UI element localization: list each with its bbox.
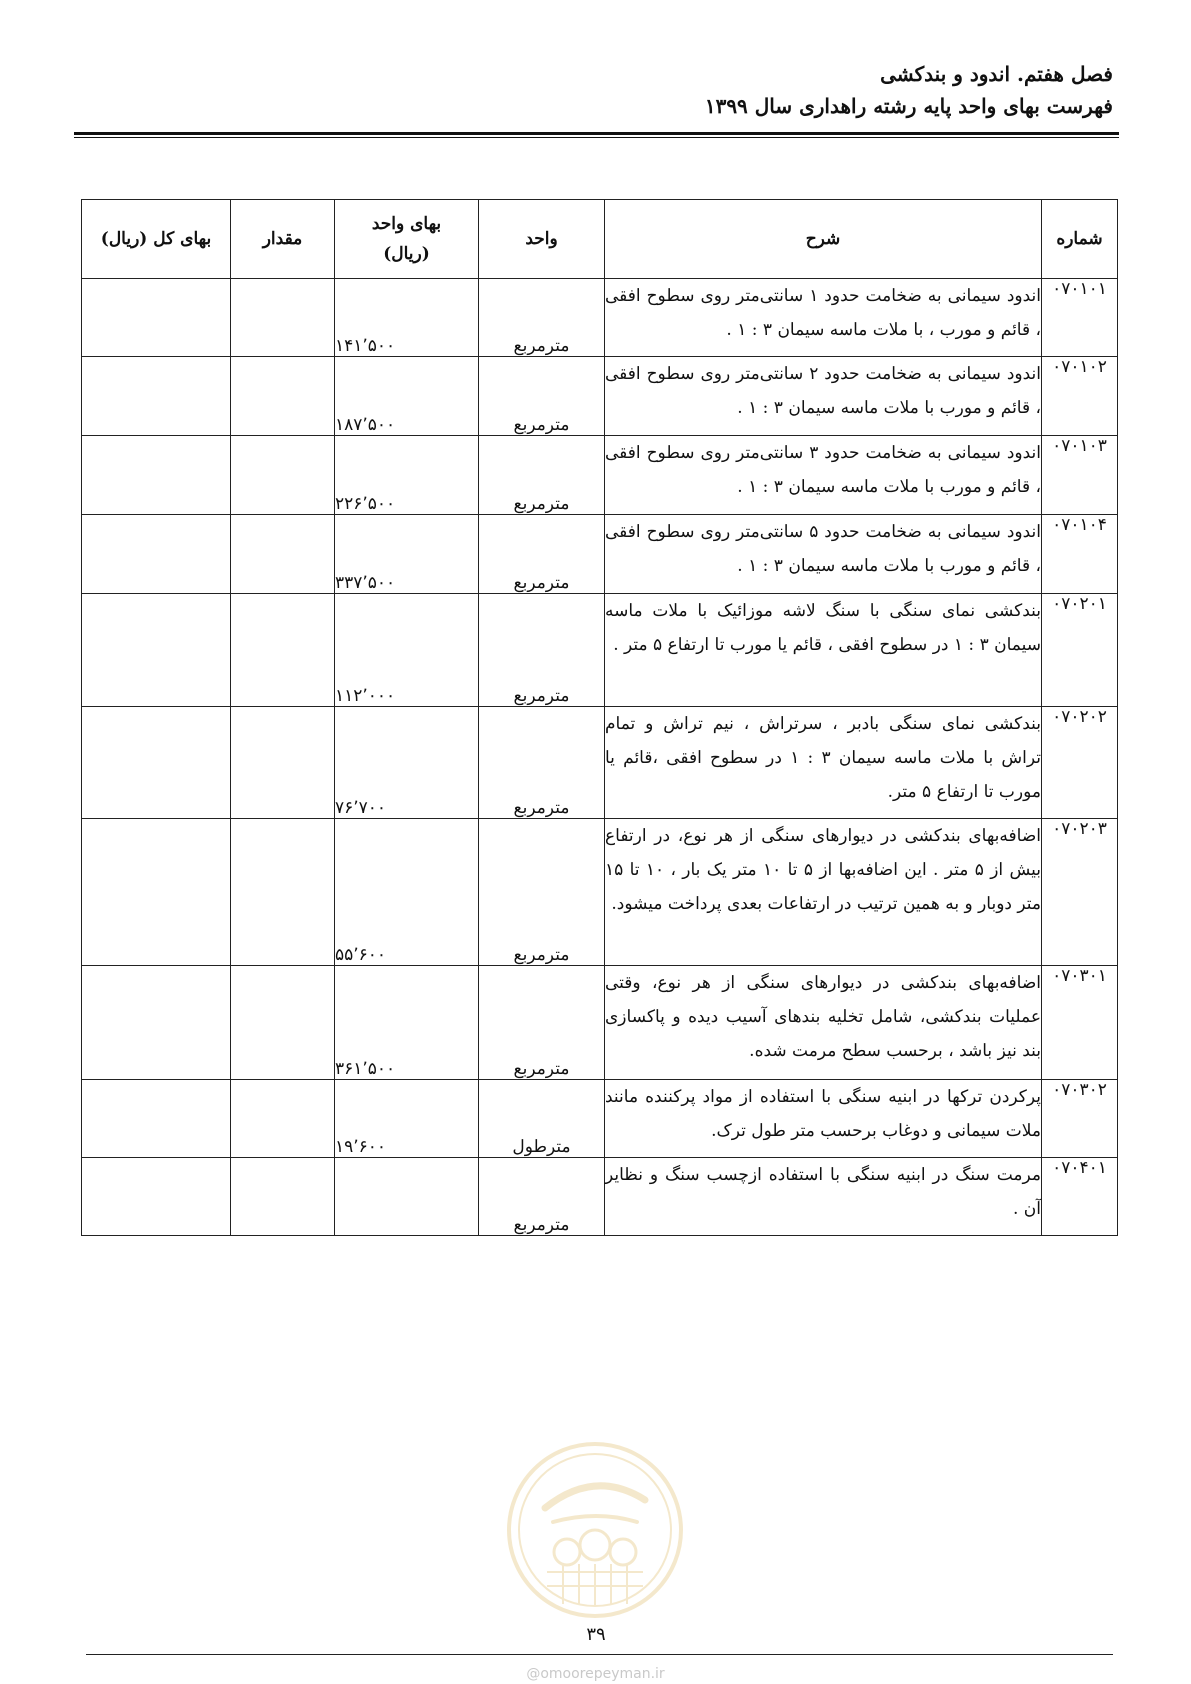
row-number: ۰۷۰۱۰۱ bbox=[1042, 279, 1118, 357]
row-quantity bbox=[231, 436, 335, 515]
row-unit: مترمربع bbox=[479, 436, 605, 515]
table-row bbox=[82, 279, 1118, 357]
row-unit: مترمربع bbox=[479, 594, 605, 707]
row-quantity bbox=[231, 819, 335, 966]
row-quantity bbox=[231, 279, 335, 357]
table-header-row bbox=[82, 200, 1118, 279]
row-quantity bbox=[231, 1158, 335, 1236]
header-description: شرح bbox=[605, 200, 1042, 279]
row-unit-price: ۳۶۱٬۵۰۰ bbox=[335, 966, 479, 1080]
header-quantity: مقدار bbox=[231, 200, 335, 279]
row-description: پرکردن ترکها در ابنیه سنگی با استفاده از مواد پرکننده مانند ملات سیمانی و دوغاب برحسب متر طول ترک. bbox=[605, 1080, 1042, 1158]
row-description: اندود سیمانی به ضخامت حدود ۲ سانتی‌متر روی سطوح افقی ، قائم و مورب با ملات ماسه سیمان ۳ : ۱ . bbox=[605, 357, 1042, 436]
seal-emblem-right bbox=[610, 1539, 636, 1565]
row-quantity bbox=[231, 1080, 335, 1158]
row-description: اندود سیمانی به ضخامت حدود ۱ سانتی‌متر روی سطوح افقی ، قائم و مورب ، با ملات ماسه سیمان ۳ : ۱ . bbox=[605, 279, 1042, 357]
row-unit-price: ۱۴۱٬۵۰۰ bbox=[335, 279, 479, 357]
row-quantity bbox=[231, 515, 335, 594]
seal-calligraphy bbox=[545, 1486, 645, 1508]
row-unit: مترمربع bbox=[479, 1158, 605, 1236]
seal-grid bbox=[547, 1564, 643, 1606]
table-row bbox=[82, 515, 1118, 594]
header-unit: واحد bbox=[479, 200, 605, 279]
row-quantity bbox=[231, 357, 335, 436]
row-number: ۰۷۰۳۰۱ bbox=[1042, 966, 1118, 1080]
row-number: ۰۷۰۴۰۱ bbox=[1042, 1158, 1118, 1236]
row-number: ۰۷۰۱۰۳ bbox=[1042, 436, 1118, 515]
row-quantity bbox=[231, 594, 335, 707]
page-header bbox=[74, 58, 1113, 122]
row-number: ۰۷۰۱۰۲ bbox=[1042, 357, 1118, 436]
header-rule-thick bbox=[74, 132, 1119, 135]
row-number: ۰۷۰۱۰۴ bbox=[1042, 515, 1118, 594]
row-unit: مترمربع bbox=[479, 966, 605, 1080]
header-total-price: بهای کل (ریال) bbox=[82, 200, 231, 279]
row-unit: مترمربع bbox=[479, 279, 605, 357]
row-total bbox=[82, 357, 231, 436]
row-description: بندکشی نمای سنگی با سنگ لاشه موزائیک با ملات ماسه سیمان ۳ : ۱ در سطوح افقی ، قائم یا مورب تا ارتفاع ۵ متر . bbox=[605, 594, 1042, 707]
row-total bbox=[82, 1158, 231, 1236]
row-total bbox=[82, 436, 231, 515]
row-total bbox=[82, 707, 231, 819]
seal-calligraphy-stroke bbox=[553, 1516, 637, 1522]
footer-rule bbox=[86, 1654, 1113, 1655]
row-unit: مترمربع bbox=[479, 357, 605, 436]
row-unit-price: ۱۸۷٬۵۰۰ bbox=[335, 357, 479, 436]
header-unit-price-label: بهای واحد bbox=[371, 214, 442, 234]
row-unit-price: ۷۶٬۷۰۰ bbox=[335, 707, 479, 819]
row-number: ۰۷۰۲۰۳ bbox=[1042, 819, 1118, 966]
row-unit: مترمربع bbox=[479, 819, 605, 966]
row-total bbox=[82, 594, 231, 707]
page-number: ۳۹ bbox=[586, 1624, 606, 1645]
table-row bbox=[82, 966, 1118, 1080]
row-unit-price: ۱۱۲٬۰۰۰ bbox=[335, 594, 479, 707]
row-unit-price bbox=[335, 1158, 479, 1236]
row-description: مرمت سنگ در ابنیه سنگی با استفاده ازچسب سنگ و نظایر آن . bbox=[605, 1158, 1042, 1236]
row-total bbox=[82, 1080, 231, 1158]
row-total bbox=[82, 515, 231, 594]
row-unit-price: ۱۹٬۶۰۰ bbox=[335, 1080, 479, 1158]
header-rule-thin bbox=[74, 137, 1119, 138]
row-unit-price: ۵۵٬۶۰۰ bbox=[335, 819, 479, 966]
row-description: اضافه‌بهای بندکشی در دیوارهای سنگی از هر نوع، وقتی عملیات بندکشی، شامل تخلیه بندهای آسیب دیده و پاکسازی بند نیز باشد ، برحسب سطح مرمت شده. bbox=[605, 966, 1042, 1080]
price-list-table bbox=[81, 199, 1118, 1236]
table-row bbox=[82, 436, 1118, 515]
table-row bbox=[82, 1158, 1118, 1236]
table-row bbox=[82, 707, 1118, 819]
table-row bbox=[82, 594, 1118, 707]
row-quantity bbox=[231, 707, 335, 819]
header-unit-price-currency: (ریال) bbox=[383, 244, 430, 264]
row-unit: مترطول bbox=[479, 1080, 605, 1158]
row-unit: مترمربع bbox=[479, 515, 605, 594]
header-unit-price bbox=[335, 200, 479, 279]
organization-seal bbox=[505, 1440, 685, 1620]
row-quantity bbox=[231, 966, 335, 1080]
row-unit-price: ۲۲۶٬۵۰۰ bbox=[335, 436, 479, 515]
row-number: ۰۷۰۲۰۲ bbox=[1042, 707, 1118, 819]
row-description: اندود سیمانی به ضخامت حدود ۵ سانتی‌متر روی سطوح افقی ، قائم و مورب با ملات ماسه سیمان ۳ : ۱ . bbox=[605, 515, 1042, 594]
table-row bbox=[82, 357, 1118, 436]
row-description: اندود سیمانی به ضخامت حدود ۳ سانتی‌متر روی سطوح افقی ، قائم و مورب با ملات ماسه سیمان ۳ : ۱ . bbox=[605, 436, 1042, 515]
table-row bbox=[82, 1080, 1118, 1158]
row-total bbox=[82, 279, 231, 357]
watermark-text: @omoorepeyman.ir bbox=[526, 1666, 665, 1682]
table-row bbox=[82, 819, 1118, 966]
chapter-title: فصل هفتم. اندود و بندکشی bbox=[880, 62, 1113, 86]
row-total bbox=[82, 966, 231, 1080]
row-number: ۰۷۰۲۰۱ bbox=[1042, 594, 1118, 707]
seal-emblem-center bbox=[580, 1530, 610, 1560]
row-description: بندکشی نمای سنگی بادبر ، سرتراش ، نیم تراش و تمام تراش با ملات ماسه سیمان ۳ : ۱ در سطوح افقی ،قائم یا مورب تا ارتفاع ۵ متر. bbox=[605, 707, 1042, 819]
row-description: اضافه‌بهای بندکشی در دیوارهای سنگی از هر نوع، در ارتفاع بیش از ۵ متر . این اضافه‌بها از ۵ تا ۱۰ متر یک بار ، ۱۰ تا ۱۵ متر دوبار و به همین ترتیب در ارتفاعات بعدی پرداخت میشود. bbox=[605, 819, 1042, 966]
row-number: ۰۷۰۳۰۲ bbox=[1042, 1080, 1118, 1158]
catalog-title: فهرست بهای واحد پایه رشته راهداری سال ۱۳۹۹ bbox=[704, 94, 1113, 118]
row-unit: مترمربع bbox=[479, 707, 605, 819]
row-unit-price: ۳۳۷٬۵۰۰ bbox=[335, 515, 479, 594]
row-total bbox=[82, 819, 231, 966]
header-number: شماره bbox=[1042, 200, 1118, 279]
seal-emblem-left bbox=[554, 1539, 580, 1565]
